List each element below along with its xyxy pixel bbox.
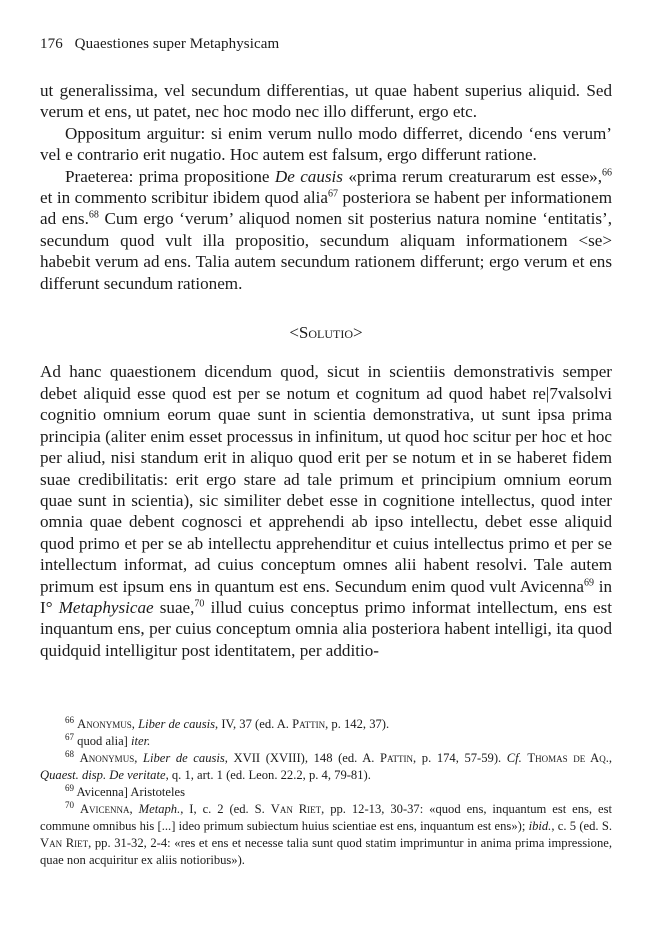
page-number: 176 [40, 36, 63, 52]
text-span: , q. 1, art. 1 (ed. Leon. 22.2, p. 4, 79-81). [165, 768, 371, 782]
work-title: Liber de causis [138, 717, 216, 731]
footnote-66 [40, 716, 612, 733]
footnote-ref-68[interactable]: 68 [88, 209, 99, 221]
text-span: , [129, 802, 139, 816]
running-title: Quaestiones super Metaphysicam [74, 36, 280, 52]
paragraph-2: Oppositum arguitur: si enim verum nullo modo differret, dicendo ‘ens verum’ vel e contrario erit nugatio. Hoc autem est falsum, ergo differunt ratione. [40, 123, 612, 165]
text-span: Praeterea: prima propositione [65, 166, 275, 186]
text-span: , [134, 751, 143, 765]
footnote-number: 66 [65, 714, 74, 725]
text-span: Avicenna] Aristoteles [74, 785, 185, 799]
footnote-number: 69 [65, 782, 74, 793]
author: Avicenna [79, 802, 130, 816]
footnote-number: 67 [65, 731, 74, 742]
footnote-ref-70[interactable]: 70 [194, 598, 205, 610]
footnote-70 [40, 801, 612, 869]
work-title: Metaphysicae [58, 597, 154, 617]
work-title: Liber de causis [142, 751, 225, 765]
footnote-number: 68 [65, 748, 74, 759]
cf: Cf. [506, 751, 522, 765]
ibid: ibid. [528, 819, 552, 833]
editor: Pattin [292, 717, 326, 731]
text-span: , [608, 751, 613, 765]
text-span: et in commento scribitur ibidem quod alia [40, 188, 328, 208]
work-title: Quaest. disp. De veritate [40, 768, 166, 782]
running-head [40, 36, 279, 53]
text-span: , p. 174, 57-59). [413, 751, 507, 765]
text-span: in I° [40, 576, 612, 617]
text-span: , pp. 31-32, 2-4: «res et ens et necesse talia sunt quod statim imprimuntur in anima prima impressione, quae non acquiritur ex aliis notioribus»). [40, 836, 612, 867]
footnote-ref-69[interactable]: 69 [583, 576, 594, 588]
author: Anonymus [77, 717, 132, 731]
text-span: Cum ergo ‘verum’ aliquod nomen sit posterius natura nomine ‘entitatis’, secundum quod vult illa propositio, secundum aliquam informationem <se> habebit verum ad ens. Talia autem secundum rationem differunt; ergo verum et ens differunt secundum rationem. [40, 209, 612, 293]
editor: Pattin [380, 751, 414, 765]
text-span: illud cuius conceptus primo informat intellectum, ens est inquantum ens, per cuius conceptum omnia alia posteriora habent intelligi, ita quod quidquid intelligitur post identitatem, per additio- [40, 597, 612, 660]
editor: Van Riet [40, 836, 89, 850]
footnotes [40, 716, 612, 869]
text-span: , c. 5 (ed. S. [551, 819, 612, 833]
text-span: quod alia] [74, 734, 132, 748]
author: Thomas de Aq. [527, 751, 609, 765]
text-span: , p. 142, 37). [325, 717, 390, 731]
text-span: , XVII (XVIII), 148 (ed. A. [224, 751, 381, 765]
text-span: , [131, 717, 139, 731]
text-span: «prima rerum creaturarum est esse», [342, 166, 603, 186]
work-title: De causis [274, 166, 343, 186]
solutio-paragraph [40, 361, 612, 661]
text-span: Ad hanc quaestionem dicendum quod, sicut in scientiis demonstrativis semper debet aliquid esse quod est per se notum et cognitum ad quod habet re|7valsolvi cognitio omnium eorum quae sunt in scientia demonstrativa, ut sunt ipsa prima principia (aliter enim esset processus in infinitum, ut quod hoc scitur per hoc et hoc per aliud, nisi standum erit in aliquo quod erit per se notum et in se haberet fidem suae credibilitatis: erit ergo stare ad tale primum et principium omnium eorum quae sunt in scientia), sic similiter debet esse in cognitione intellectus, quod inter omnia quae debent cognosci et apprehendi ab ipso intellectu, debet esse aliquid quod primo et per se ab intellectu apprehenditur et cuius intellectus primo et per se intellectum informat, ad cuius conceptum omnes alii habent resolvi. Tale autem primum est ipsum ens in quantum est ens. Secundum enim quod vult Avicenna [40, 362, 612, 596]
editor: Van Riet [270, 802, 322, 816]
paragraph-1: ut generalissima, vel secundum differentias, ut quae habent superius aliquid. Sed verum et ens, ut patet, nec hoc modo nec illo differunt, ergo etc. [40, 81, 612, 122]
text-span: posteriora se habent per informationem ad ens. [40, 188, 612, 229]
text-span: , I, c. 2 (ed. S. [180, 802, 271, 816]
footnote-69 [40, 784, 612, 801]
footnote-ref-66[interactable]: 66 [602, 166, 613, 178]
work-title: Metaph. [138, 802, 181, 816]
footnote-67 [40, 733, 612, 750]
text-span: , IV, 37 (ed. A. [215, 717, 293, 731]
footnote-68 [40, 750, 612, 784]
footnote-ref-67[interactable]: 67 [328, 188, 338, 200]
paragraph-3 [40, 166, 612, 294]
author: Anonymus [79, 751, 135, 765]
text-span: suae, [153, 597, 195, 617]
text-span: , pp. 12-13, 30-37: «quod ens, inquantum est ens, est commune omnibus his [...] ideo primum subiectum huius scientiae est ens, inquantum est ens»); [40, 802, 612, 833]
main-text [40, 80, 612, 661]
variant-reading: iter. [131, 734, 151, 748]
footnote-number: 70 [65, 799, 74, 810]
section-heading: <Solutio> [289, 323, 363, 343]
